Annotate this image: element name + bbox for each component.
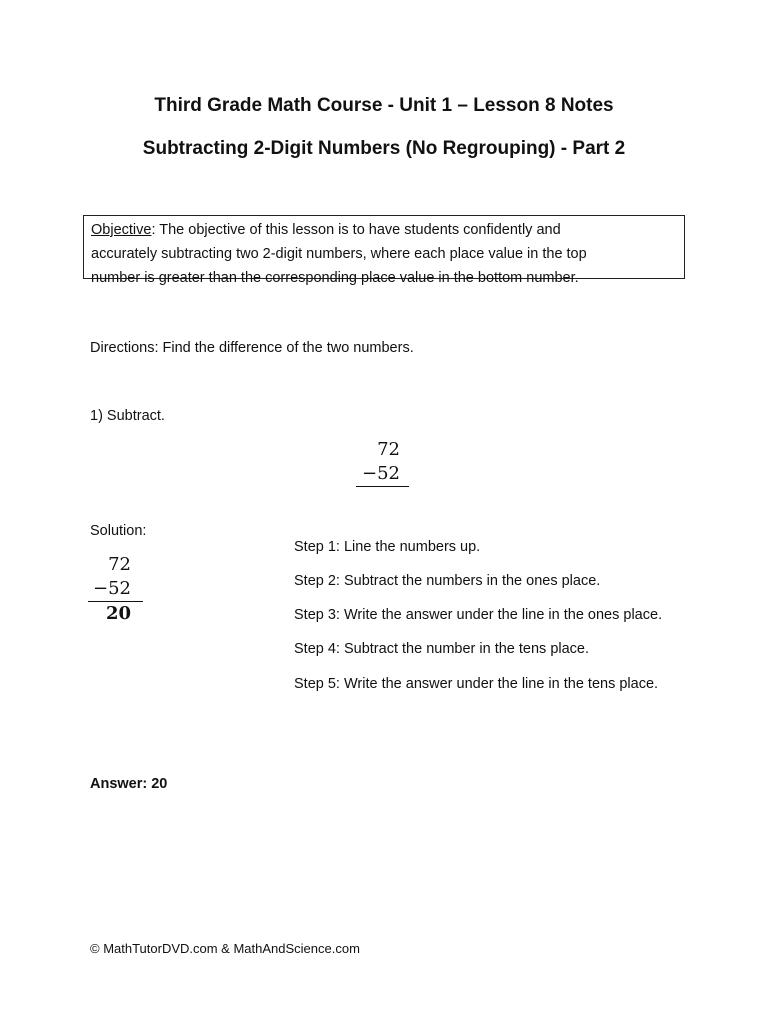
step-2: Step 2: Subtract the numbers in the ones place. xyxy=(294,573,601,589)
page-subtitle: Subtracting 2-Digit Numbers (No Regrouping) - Part 2 xyxy=(142,138,626,159)
solution-result: 20 xyxy=(105,603,131,624)
objective-label: Objective xyxy=(91,222,152,238)
objective-line-3: number is greater than the corresponding place value in the bottom number. xyxy=(91,270,579,286)
solution-expression xyxy=(88,553,143,626)
objective-line-1 xyxy=(91,218,677,242)
objective-line-2: accurately subtracting two 2-digit numbers, where each place value in the top xyxy=(91,246,587,262)
objective-box xyxy=(83,215,685,286)
directions-text: Directions: Find the difference of the two numbers. xyxy=(90,340,414,356)
problem-bottom-number: −52 xyxy=(362,463,400,484)
problem-line xyxy=(356,486,409,487)
problem-label: 1) Subtract. xyxy=(90,408,165,424)
page-title: Third Grade Math Course - Unit 1 – Lesson 8 Notes xyxy=(154,95,614,116)
problem-top-number: 72 xyxy=(377,439,400,460)
step-1: Step 1: Line the numbers up. xyxy=(294,539,481,555)
step-3: Step 3: Write the answer under the line in the ones place. xyxy=(294,607,663,623)
problem-expression xyxy=(356,438,409,487)
answer-text: Answer: 20 xyxy=(90,776,168,792)
footer-copyright: © MathTutorDVD.com & MathAndScience.com xyxy=(90,941,360,956)
step-4: Step 4: Subtract the number in the tens place. xyxy=(294,641,590,657)
solution-label: Solution: xyxy=(90,523,147,539)
objective-text-1: : The objective of this lesson is to have students confidently and xyxy=(151,222,561,238)
solution-bottom-number: −52 xyxy=(93,578,131,599)
step-5: Step 5: Write the answer under the line in the tens place. xyxy=(294,676,659,692)
solution-top-number: 72 xyxy=(108,554,131,575)
